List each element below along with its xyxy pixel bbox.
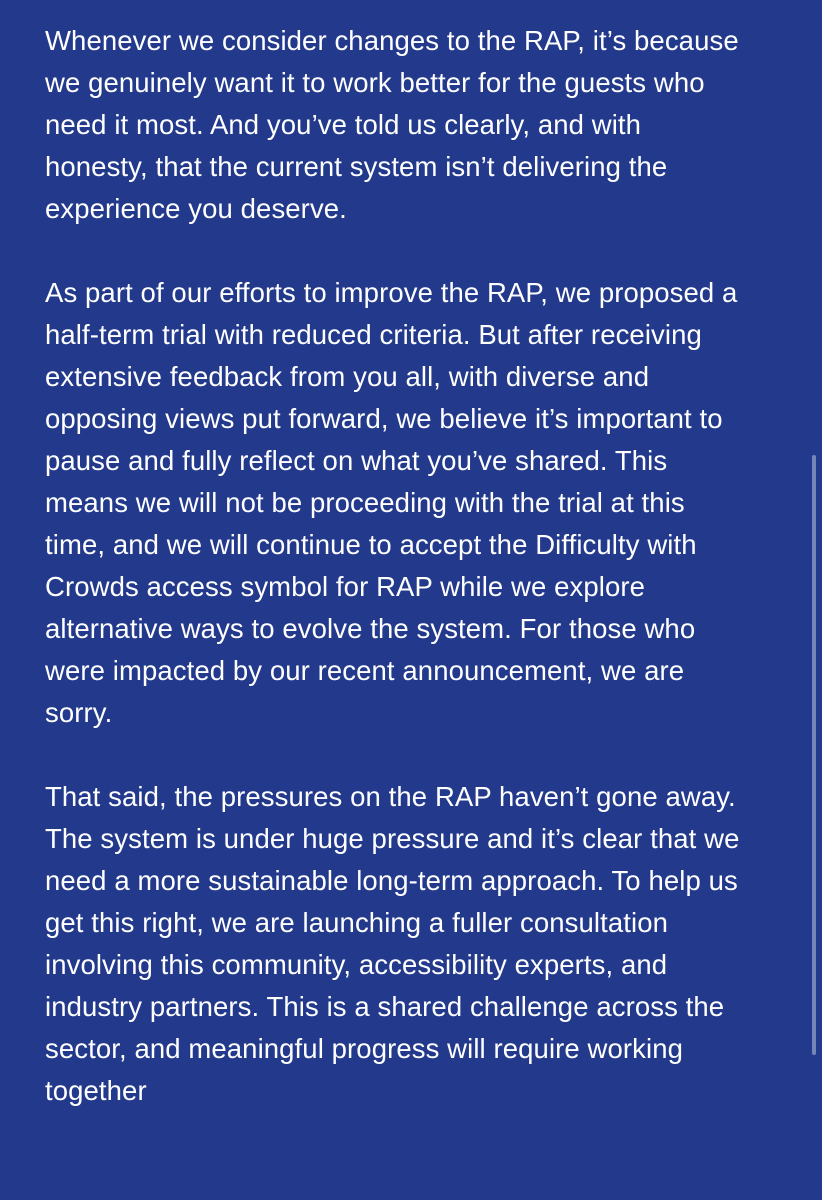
paragraph-3 bbox=[45, 776, 790, 1112]
text-line: need a more sustainable long-term approach. To help us bbox=[45, 865, 738, 896]
text-line: time, and we will continue to accept the Difficulty with bbox=[45, 529, 697, 560]
text-line: Whenever we consider changes to the RAP, it’s because bbox=[45, 25, 739, 56]
text-line: alternative ways to evolve the system. For those who bbox=[45, 613, 696, 644]
vertical-scrollbar[interactable] bbox=[812, 455, 816, 1055]
text-line: sorry. bbox=[45, 697, 113, 728]
text-line: half-term trial with reduced criteria. But after receiving bbox=[45, 319, 702, 350]
text-line: As part of our efforts to improve the RAP, we proposed a bbox=[45, 277, 738, 308]
text-line: involving this community, accessibility experts, and bbox=[45, 949, 668, 980]
text-line: Crowds access symbol for RAP while we explore bbox=[45, 571, 646, 602]
text-line: extensive feedback from you all, with diverse and bbox=[45, 361, 650, 392]
text-line: means we will not be proceeding with the trial at this bbox=[45, 487, 685, 518]
text-line: pause and fully reflect on what you’ve shared. This bbox=[45, 445, 668, 476]
text-line: industry partners. This is a shared challenge across the bbox=[45, 991, 725, 1022]
text-line: experience you deserve. bbox=[45, 193, 347, 224]
text-line: need it most. And you’ve told us clearly, and with bbox=[45, 109, 642, 140]
paragraph-1 bbox=[45, 20, 790, 230]
text-line: get this right, we are launching a fuller consultation bbox=[45, 907, 668, 938]
text-line: together bbox=[45, 1075, 147, 1106]
text-line: The system is under huge pressure and it’s clear that we bbox=[45, 823, 740, 854]
text-line: sector, and meaningful progress will require working bbox=[45, 1033, 684, 1064]
paragraph-2 bbox=[45, 272, 790, 734]
text-line: opposing views put forward, we believe it’s important to bbox=[45, 403, 723, 434]
text-line: That said, the pressures on the RAP haven’t gone away. bbox=[45, 781, 736, 812]
text-line: honesty, that the current system isn’t delivering the bbox=[45, 151, 668, 182]
announcement-text bbox=[45, 20, 790, 1112]
text-line: were impacted by our recent announcement, we are bbox=[45, 655, 685, 686]
text-line: we genuinely want it to work better for the guests who bbox=[45, 67, 705, 98]
